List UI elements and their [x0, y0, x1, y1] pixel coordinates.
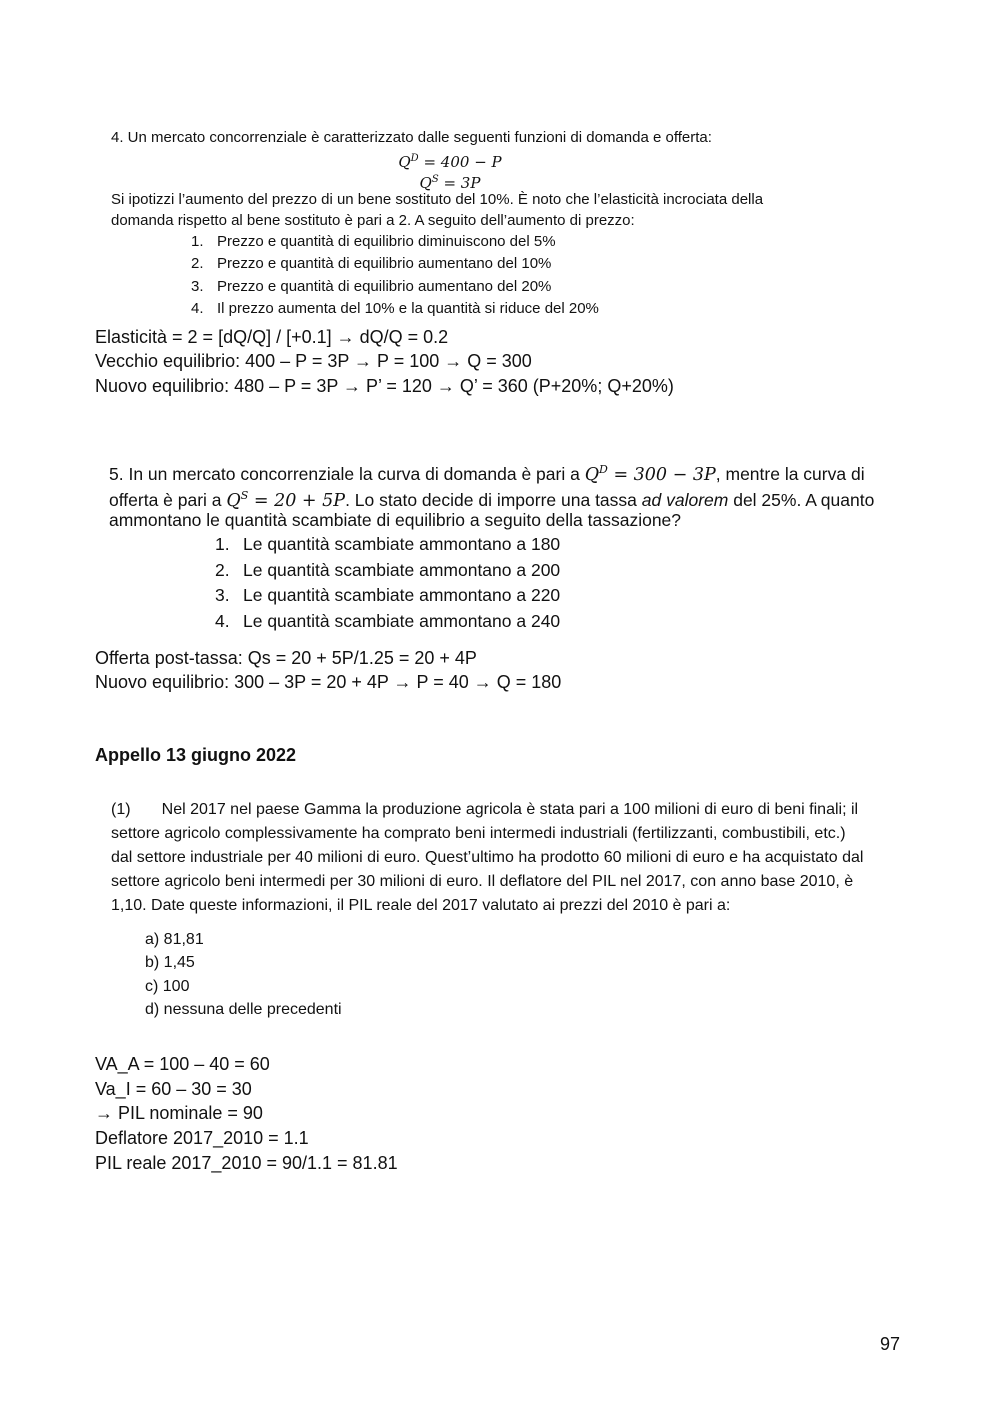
q4-answer-line3: Nuovo equilibrio: 480 – P = 3P → P’ = 120 → Q’ = 360 (P+20%; Q+20%): [95, 376, 674, 396]
q4-option-4-text: Il prezzo aumenta del 10% e la quantità si riduce del 20%: [217, 299, 599, 317]
q5-line2-italic: ad valorem: [641, 489, 729, 510]
q5-line2-text-a: offerta è pari a: [109, 489, 227, 510]
q5-demand-rest: = 300 − 3P: [607, 464, 716, 485]
q5-options: [215, 532, 560, 635]
appello-option-c: c) 100: [145, 977, 190, 995]
q4-supply-sup: S: [431, 174, 439, 185]
q5-line2-text-b: . Lo stato decide di imporre una tassa: [345, 489, 642, 510]
q4-supply-rest: = 3P: [438, 174, 481, 192]
q4-intro: 4. Un mercato concorrenziale è caratterizzato dalle seguenti funzioni di domanda e offerta:: [111, 129, 712, 146]
q5-option-2: [215, 558, 560, 584]
q4-option-2-text: Prezzo e quantità di equilibrio aumentano del 10%: [217, 255, 552, 273]
appello-answer-line3: → PIL nominale = 90: [95, 1103, 263, 1124]
q4-option-4-num: 4.: [191, 299, 204, 317]
q5-supply-sup: S: [240, 489, 249, 502]
q4-option-3-num: 3.: [191, 277, 204, 295]
page-number: 97: [880, 1334, 901, 1354]
q5-demand-base: Q: [584, 464, 600, 485]
appello-option-b: b) 1,45: [145, 954, 195, 972]
q4-demand-rest: = 400 − P: [418, 153, 502, 171]
q4-answer-line1: Elasticità = 2 = [dQ/Q] / [+0.1] → dQ/Q = 0.2: [95, 327, 449, 347]
q4-option-2-num: 2.: [191, 255, 204, 273]
q5-demand-sup: D: [599, 463, 608, 476]
q5-option-3: [215, 583, 560, 609]
q5-option-3-num: 3.: [215, 585, 230, 606]
q4-answer-line2: Vecchio equilibrio: 400 – P = 3P → P = 100 → Q = 300: [95, 351, 532, 371]
appello-q1-line2: settore agricolo complessivamente ha comprato beni intermedi industriali (fertilizzanti, combustibili, etc.): [111, 825, 846, 842]
appello-q1-line1: (1) Nel 2017 nel paese Gamma la produzione agricola è stata pari a 100 milioni di euro di beni finali; il: [111, 801, 859, 818]
q5-line2-text-c: del 25%. A quanto: [728, 489, 875, 510]
q5-demand-math: [585, 465, 716, 485]
q5-supply-rest: = 20 + 5P: [248, 490, 346, 511]
appello-option-a: a) 81,81: [145, 931, 204, 948]
q4-option-4: [191, 298, 599, 320]
appello-answer-line5: PIL reale 2017_2010 = 90/1.1 = 81.81: [95, 1152, 398, 1173]
appello-answer: [95, 1052, 398, 1176]
appello-answer-line2: Va_I = 60 – 30 = 30: [95, 1078, 252, 1099]
appello-q1-line5: 1,10. Date queste informazioni, il PIL reale del 2017 valutato ai prezzi del 2010 è pari a:: [111, 897, 731, 914]
q5-answer-line1: Offerta post-tassa: Qs = 20 + 5P/1.25 = 20 + 4P: [95, 648, 477, 668]
q5-option-2-text: Le quantità scambiate ammontano a 200: [243, 559, 561, 580]
q5-option-2-num: 2.: [215, 559, 230, 580]
q5-supply-base: Q: [226, 490, 241, 511]
q5-option-1: [215, 532, 560, 558]
q4-demand-sup: D: [410, 153, 419, 164]
q4-options: [191, 231, 599, 320]
q5-option-1-text: Le quantità scambiate ammontano a 180: [243, 534, 561, 554]
q4-supply-base: Q: [419, 174, 432, 192]
appello-heading: Appello 13 giugno 2022: [95, 745, 297, 765]
appello-answer-line4: Deflatore 2017_2010 = 1.1: [95, 1128, 309, 1149]
q4-option-1-num: 1.: [191, 233, 204, 250]
q4-option-1-text: Prezzo e quantità di equilibrio diminuiscono del 5%: [217, 233, 556, 250]
q5-line1-text-a: 5. In un mercato concorrenziale la curva di domanda è pari a: [109, 463, 585, 484]
appello-q1-line3: dal settore industriale per 40 milioni di euro. Quest’ultimo ha prodotto 60 milioni di euro e ha acquistato dal: [111, 849, 864, 866]
appello-q1-line4: settore agricolo beni intermedi per 30 milioni di euro. Il deflatore del PIL nel 2017, con anno base 2010, è: [111, 873, 854, 890]
q5-option-3-text: Le quantità scambiate ammontano a 220: [243, 585, 561, 606]
q5-option-4-text: Le quantità scambiate ammontano a 240: [243, 611, 561, 632]
q5-line1-text-b: , mentre la curva di: [715, 463, 865, 484]
appello-option-d: d) nessuna delle precedenti: [145, 1000, 342, 1018]
q4-option-3-text: Prezzo e quantità di equilibrio aumentano del 20%: [217, 277, 552, 295]
q5-option-4: [215, 609, 560, 635]
q4-option-3: [191, 276, 599, 298]
q4-option-1: [191, 231, 599, 253]
q5-option-4-num: 4.: [215, 611, 230, 632]
q5-option-1-num: 1.: [215, 534, 230, 554]
q4-demand-base: Q: [398, 153, 411, 171]
q5-line3: ammontano le quantità scambiate di equilibrio a seguito della tassazione?: [109, 510, 682, 530]
q4-option-2: [191, 253, 599, 275]
q4-text-line2: domanda rispetto al bene sostituto è pari a 2. A seguito dell’aumento di prezzo:: [111, 212, 635, 229]
q5-answer-line2: Nuovo equilibrio: 300 – 3P = 20 + 4P → P = 40 → Q = 180: [95, 672, 562, 692]
appello-answer-line1: VA_A = 100 – 40 = 60: [95, 1054, 270, 1074]
appello-q1-options: [145, 928, 342, 1021]
q4-text-line1: Si ipotizzi l’aumento del prezzo di un bene sostituto del 10%. È noto che l’elasticità incrociata della: [111, 191, 764, 208]
